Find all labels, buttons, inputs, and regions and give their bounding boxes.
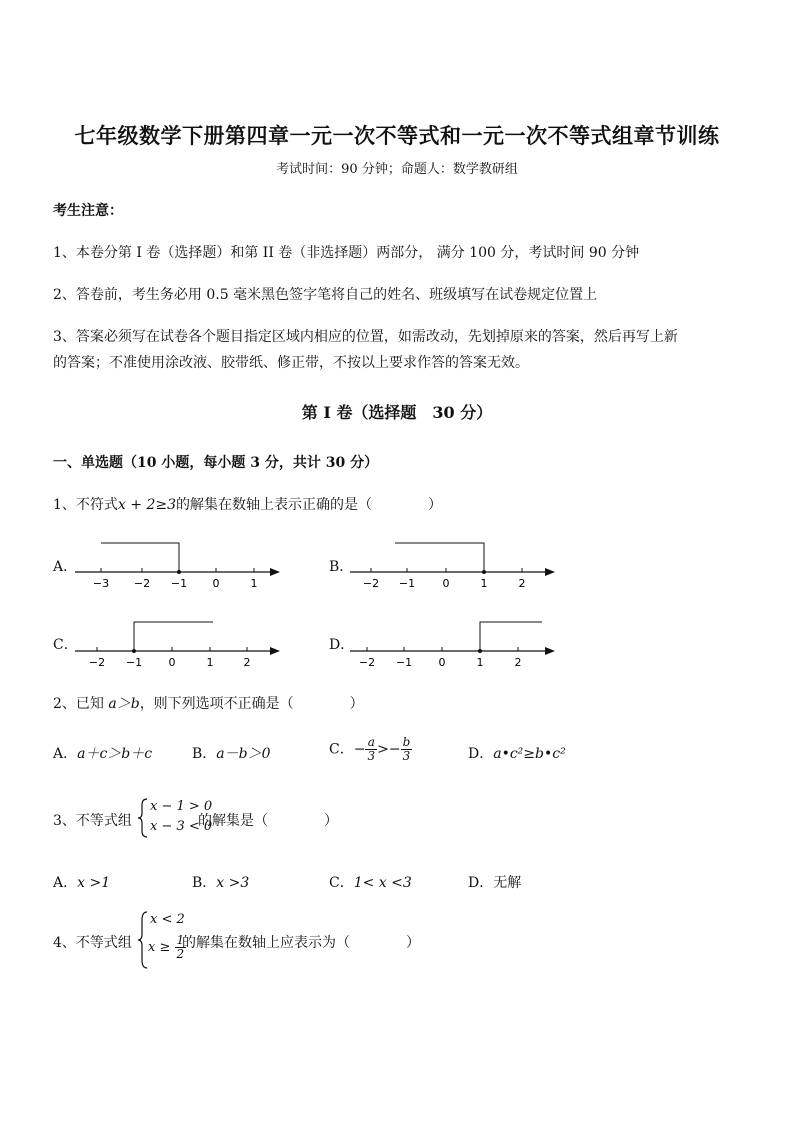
q1-option-d-label: D． (329, 637, 355, 653)
q2-c-den1: 3 (367, 749, 376, 763)
tick-label: 1 (250, 577, 258, 590)
q1-number-line-a (70, 535, 290, 590)
tick-label: −2 (358, 656, 376, 669)
part-heading: 一、单选题（10 小题，每小题 3 分，共计 30 分） (53, 455, 379, 471)
q3-option-a (53, 872, 110, 892)
q2-option-c: C．− $\frac{a}{3}$ >− $\frac{b}{3}$ (329, 735, 411, 763)
section-title: 第 I 卷（选择题 30 分） (301, 403, 493, 422)
q2-prefix: 2、已知 (53, 696, 104, 712)
tick-label: −2 (133, 577, 151, 590)
tick-label: 0 (442, 577, 450, 590)
q2-c-num1: a (365, 736, 377, 750)
q4-line2-left: x ≥ (148, 940, 171, 955)
q1-number-line-c (70, 614, 290, 669)
q2-option-b-expr: a－b＞0 (216, 746, 271, 762)
tick-label: −1 (170, 577, 188, 590)
q2-option-a (53, 743, 152, 763)
q4-suffix: 的解集在数轴上应表示为（ ） (182, 935, 420, 951)
q2-option-c-label: C． (329, 741, 354, 758)
notice-heading: 考生注意： (53, 203, 123, 219)
notice-item-3: 3、答案必须写在试卷各个题目指定区域内相应的位置，如需改动，先划掉原来的答案，然后再写上新 (53, 329, 678, 345)
question-1 (53, 494, 442, 514)
tick-label: −1 (398, 577, 416, 590)
q4-frac-den: 2 (176, 947, 185, 961)
q2-option-a-label: A． (53, 746, 78, 762)
tick-label: −1 (125, 656, 143, 669)
q1-option-c-label: C． (53, 637, 78, 653)
q1-expression: x + 2≥3 (117, 497, 176, 513)
q2-suffix: ，则下列选项不正确是（ ） (139, 696, 364, 712)
tick-label: 0 (212, 577, 220, 590)
q4-prefix: 4、不等式组 (53, 935, 132, 951)
q2-option-d-expr: a•c²≥b•c² (493, 746, 566, 762)
q1-prefix: 1、不符式 (53, 497, 118, 513)
page-title: 七年级数学下册第四章一元一次不等式和一元一次不等式组章节训练 (74, 123, 720, 148)
fraction (365, 736, 377, 763)
q2-option-d (468, 743, 566, 763)
q4-frac-num: 1 (176, 933, 185, 947)
notice-item-1: 1、本卷分第 I 卷（选择题）和第 II 卷（非选择题）两部分， 满分 100 分，考试时间 90 分钟 (53, 245, 640, 261)
q2-option-b (192, 743, 271, 763)
q1-option-b-label: B． (329, 559, 354, 575)
q3-option-c (329, 872, 412, 892)
q3-prefix: 3、不等式组 (53, 813, 132, 829)
q4-inequality-2 (148, 934, 186, 961)
q3-option-d-text: 无解 (493, 875, 522, 891)
q3-option-b (192, 872, 249, 892)
q3-option-b-text: x >3 (216, 875, 250, 891)
tick-label: 2 (518, 577, 526, 590)
brace-icon (137, 797, 149, 839)
q2-option-b-label: B． (192, 746, 217, 762)
q2-option-a-expr: a＋c＞b＋c (77, 746, 153, 762)
q3-option-d-label: D． (468, 875, 494, 891)
q3-option-a-label: A． (53, 875, 78, 891)
tick-label: −3 (92, 577, 110, 590)
tick-label: 1 (206, 656, 214, 669)
q3-inequality-2: x − 3 < 0 (150, 819, 213, 834)
tick-label: −2 (88, 656, 106, 669)
q2-c-den2: 3 (402, 749, 411, 763)
q2-c-num2: b (402, 735, 411, 749)
q3-inequality-1: x − 1 > 0 (150, 799, 213, 814)
tick-label: −1 (395, 656, 413, 669)
q3-option-a-text: x >1 (77, 875, 111, 891)
tick-label: 0 (168, 656, 176, 669)
q2-option-d-label: D． (468, 746, 494, 762)
tick-label: 2 (243, 656, 251, 669)
fraction (401, 736, 413, 763)
tick-label: 1 (476, 656, 484, 669)
q3-option-d (468, 872, 521, 892)
tick-label: −2 (362, 577, 380, 590)
exam-subtitle: 考试时间：90 分钟；命题人：数学教研组 (276, 162, 518, 177)
notice-item-3-cont: 的答案；不准使用涂改液、胶带纸、修正带，不按以上要求作答的答案无效。 (53, 355, 529, 371)
q3-option-c-label: C． (329, 875, 354, 891)
q1-number-line-b (345, 535, 565, 590)
notice-item-2: 2、答卷前，考生务必用 0.5 毫米黑色签字笔将自己的姓名、班级填写在试卷规定位置上 (53, 287, 598, 303)
tick-label: 1 (480, 577, 488, 590)
q1-number-line-d (345, 614, 565, 669)
q1-option-a-label: A． (53, 559, 78, 575)
question-2 (53, 693, 364, 713)
q3-option-c-text: 1< x <3 (353, 875, 412, 891)
q2-condition: a＞b (108, 696, 140, 712)
tick-label: 0 (438, 656, 446, 669)
q4-inequality-1: x < 2 (150, 912, 185, 927)
q3-suffix: 的解集是（ ） (198, 813, 338, 829)
q1-suffix: 的解集在数轴上表示正确的是（ ） (176, 497, 442, 513)
q3-option-b-label: B． (192, 875, 217, 891)
tick-label: 2 (514, 656, 522, 669)
